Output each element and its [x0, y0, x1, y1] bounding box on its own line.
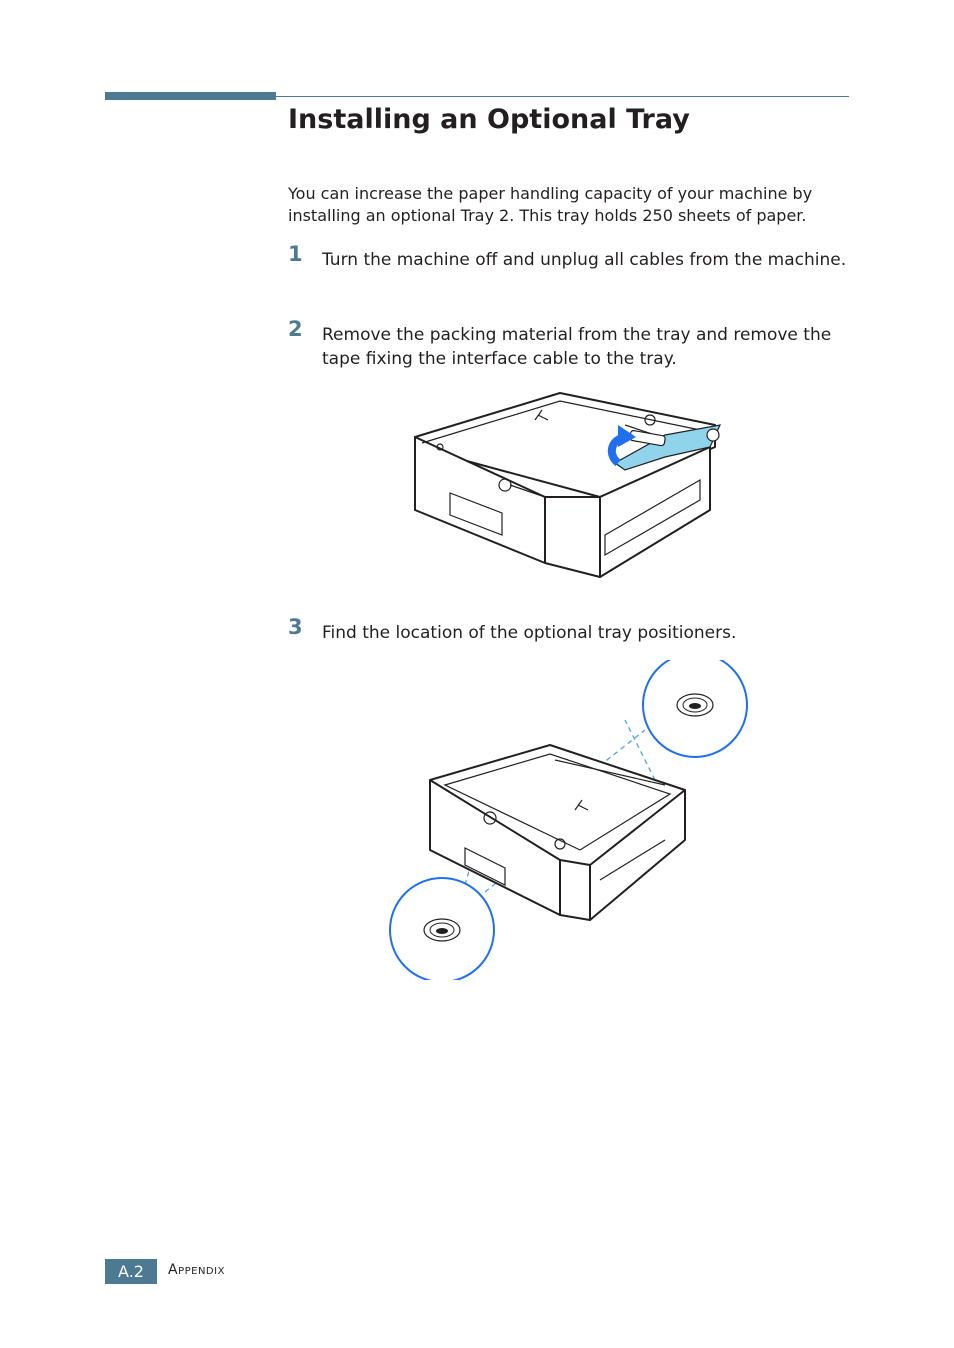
page-number-badge: A.2: [105, 1259, 157, 1284]
step-number: 3: [288, 615, 303, 639]
tray-tape-removal-illustration: [410, 385, 730, 585]
page-title: Installing an Optional Tray: [288, 104, 690, 135]
header-rule-accent: [105, 92, 276, 100]
step-number: 2: [288, 317, 303, 341]
step-text: Turn the machine off and unplug all cables from the machine.: [322, 250, 847, 270]
tray-positioners-illustration: [385, 660, 755, 980]
header-rule-line: [276, 96, 849, 97]
step-text: Remove the packing material from the tray and remove the tape fixing the interface cable to the tray.: [322, 325, 832, 369]
intro-paragraph: You can increase the paper handling capacity of your machine by installing an optional Tray 2. This tray holds 250 sheets of paper.: [288, 184, 813, 225]
footer-section-label: Appendix: [168, 1262, 225, 1278]
step-number: 1: [288, 242, 303, 266]
step-text: Find the location of the optional tray positioners.: [322, 623, 737, 643]
